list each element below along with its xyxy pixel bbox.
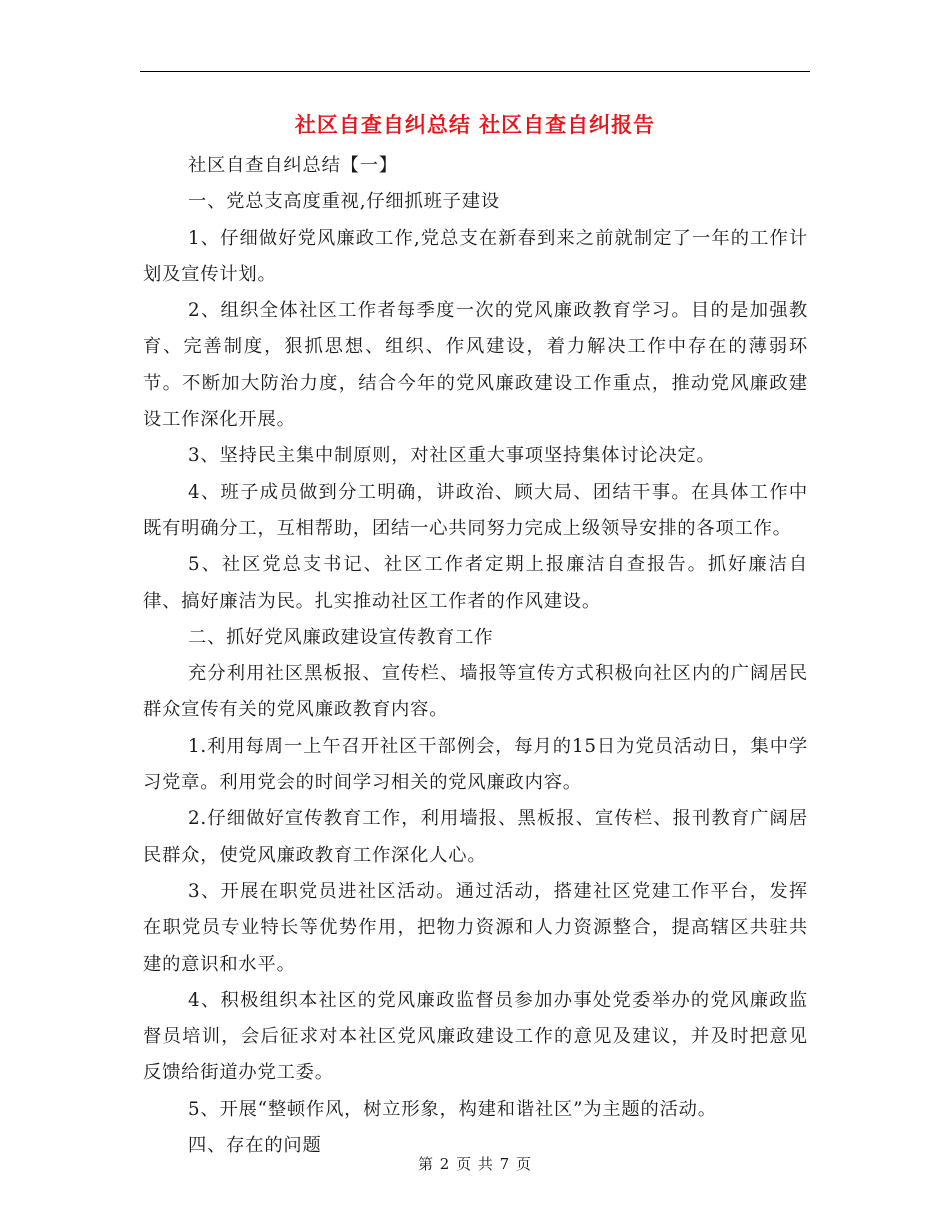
paragraph: 5、社区党总支书记、社区工作者定期上报廉洁自查报告。抓好廉洁自律、搞好廉洁为民。扎实推动社区工作者的作风建设。: [143, 554, 808, 612]
subheading: 四、存在的问题: [188, 1135, 322, 1157]
section-heading: 社区自查自纠总结【一】: [188, 155, 398, 176]
document-body: [143, 148, 808, 1164]
paragraph: 2.仔细做好宣传教育工作，利用墙报、黑板报、宣传栏、报刊教育广阔居民群众，使党风廉政教育工作深化人心。: [143, 808, 808, 866]
paragraph: 充分利用社区黑板报、宣传栏、墙报等宣传方式积极向社区内的广阔居民群众宣传有关的党风廉政教育内容。: [143, 663, 808, 721]
document-title: 社区自查自纠总结 社区自查自纠报告: [294, 113, 656, 137]
paragraph: 3、坚持民主集中制原则，对社区重大事项坚持集体讨论决定。: [188, 445, 716, 467]
paragraph: 1.利用每周一上午召开社区干部例会，每月的15日为党员活动日，集中学习党章。利用党会的时间学习相关的党风廉政内容。: [143, 735, 808, 794]
paragraph: 1、仔细做好党风廉政工作,党总支在新春到来之前就制定了一年的工作计划及宣传计划。: [143, 227, 808, 285]
paragraph: 5、开展“整顿作风，树立形象，构建和谐社区”为主题的活动。: [188, 1098, 717, 1120]
paragraph: 3、开展在职党员进社区活动。通过活动，搭建社区党建工作平台，发挥在职党员专业特长等优势作用，把物力资源和人力资源整合，提高辖区共驻共建的意识和水平。: [143, 880, 808, 975]
paragraph: 4、班子成员做到分工明确，讲政治、顾大局、团结干事。在具体工作中既有明确分工，互相帮助，团结一心共同努力完成上级领导安排的各项工作。: [143, 481, 808, 539]
paragraph: 2、组织全体社区工作者每季度一次的党风廉政教育学习。目的是加强教育、完善制度，狠抓思想、组织、作风建设，着力解决工作中存在的薄弱环节。不断加大防治力度，结合今年的党风廉政建设工作重点，推动党风廉政建设工作深化开展。: [143, 300, 808, 431]
page-number-footer: 第 2 页 共 7 页: [418, 1155, 532, 1173]
subheading: 一、党总支高度重视,仔细抓班子建设: [188, 191, 500, 213]
paragraph: 4、积极组织本社区的党风廉政监督员参加办事处党委举办的党风廉政监督员培训，会后征求对本社区党风廉政建设工作的意见及建议，并及时把意见反馈给街道办党工委。: [143, 989, 808, 1084]
subheading: 二、抓好党风廉政建设宣传教育工作: [188, 626, 494, 648]
header-rule: [140, 71, 810, 72]
